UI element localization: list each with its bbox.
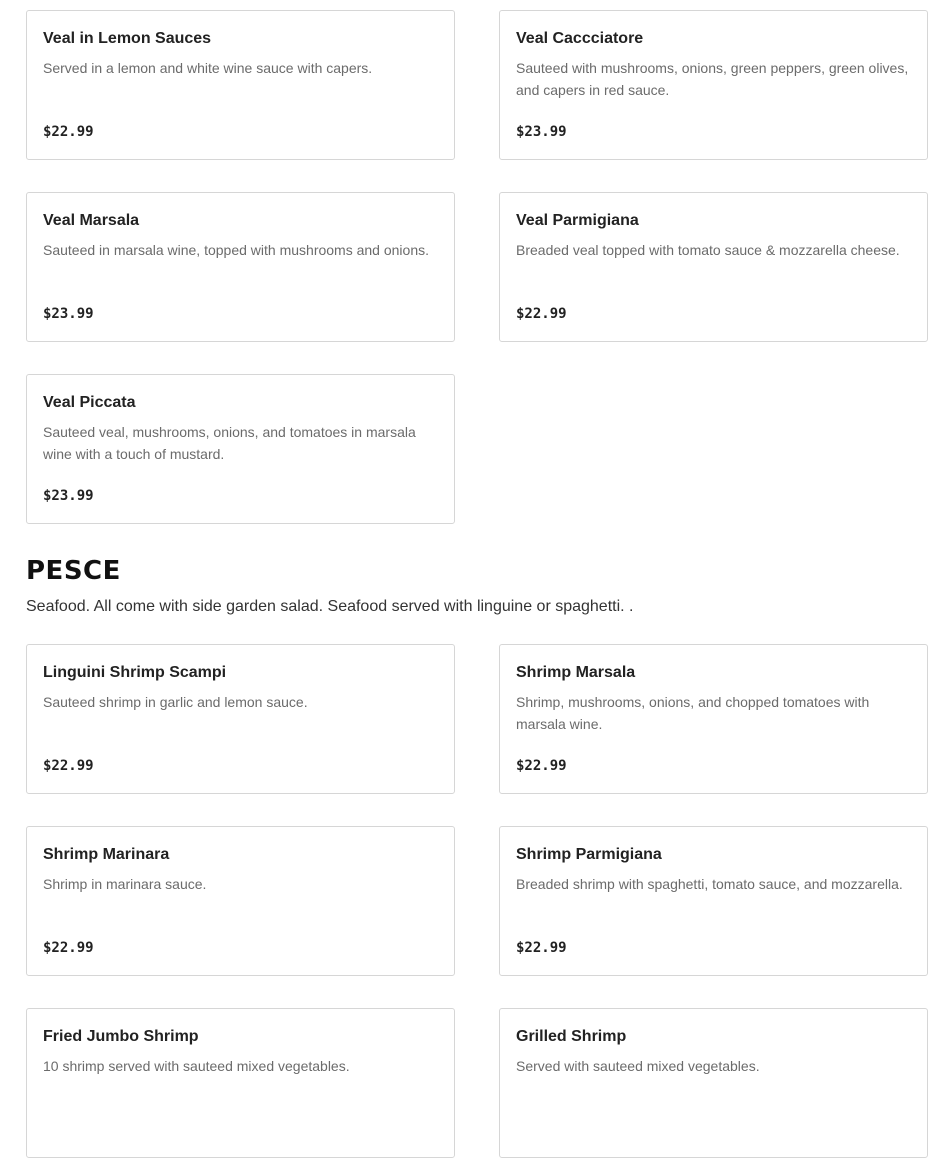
- menu-item-description: Sauteed in marsala wine, topped with mushrooms and onions.: [43, 242, 429, 258]
- menu-item-card[interactable]: [26, 826, 455, 976]
- menu-item-name: Fried Jumbo Shrimp: [43, 1028, 199, 1045]
- menu-item-name: Grilled Shrimp: [516, 1028, 627, 1045]
- menu-item-name: Linguini Shrimp Scampi: [43, 664, 227, 681]
- menu-item-description: Shrimp in marinara sauce.: [43, 876, 207, 892]
- menu-item-price: $22.99: [43, 758, 94, 774]
- menu-item-name: Veal Caccciatore: [516, 30, 644, 47]
- menu-item-price: $22.99: [516, 940, 567, 956]
- menu-item-price: $23.99: [43, 306, 94, 322]
- menu-item-description: Shrimp, mushrooms, onions, and chopped tomatoes with marsala wine.: [516, 694, 870, 732]
- menu-item-card[interactable]: [499, 644, 928, 794]
- menu-item-description: Breaded shrimp with spaghetti, tomato sauce, and mozzarella.: [516, 876, 903, 892]
- menu-item-card[interactable]: [26, 192, 455, 342]
- section-description: Seafood. All come with side garden salad. Seafood served with linguine or spaghetti. .: [26, 598, 634, 615]
- menu-item-card[interactable]: [26, 644, 455, 794]
- menu-item-card[interactable]: [26, 1008, 455, 1158]
- menu-item-description: Breaded veal topped with tomato sauce & mozzarella cheese.: [516, 242, 900, 258]
- menu-item-description: Sauteed veal, mushrooms, onions, and tomatoes in marsala wine with a touch of mustard.: [43, 424, 416, 462]
- menu-item-card[interactable]: [499, 10, 928, 160]
- menu-item-name: Shrimp Marsala: [516, 664, 636, 681]
- menu-item-price: $22.99: [516, 758, 567, 774]
- menu-item-name: Veal in Lemon Sauces: [43, 30, 212, 47]
- menu-item-description: Sauteed with mushrooms, onions, green peppers, green olives, and capers in red sauce.: [516, 60, 909, 98]
- menu-item-name: Veal Parmigiana: [516, 212, 639, 229]
- menu-item-card[interactable]: [499, 826, 928, 976]
- section-title: PESCE: [26, 556, 121, 586]
- menu-item-name: Veal Piccata: [43, 394, 136, 411]
- menu-item-description: 10 shrimp served with sauteed mixed vegetables.: [43, 1058, 350, 1074]
- menu-item-description: Served in a lemon and white wine sauce with capers.: [43, 60, 373, 76]
- menu-item-price: $22.99: [43, 124, 94, 140]
- menu-item-price: $22.99: [43, 940, 94, 956]
- menu-item-card[interactable]: [26, 374, 455, 524]
- menu-item-price: $23.99: [43, 488, 94, 504]
- menu-item-price: $22.99: [516, 306, 567, 322]
- menu-item-name: Shrimp Parmigiana: [516, 846, 662, 863]
- menu-item-price: $23.99: [516, 124, 567, 140]
- menu-item-card[interactable]: [499, 1008, 928, 1158]
- menu-item-description: Served with sauteed mixed vegetables.: [516, 1058, 760, 1074]
- menu-item-card[interactable]: [26, 10, 455, 160]
- menu-item-card[interactable]: [499, 192, 928, 342]
- menu-item-description: Sauteed shrimp in garlic and lemon sauce.: [43, 694, 308, 710]
- menu-item-name: Veal Marsala: [43, 212, 140, 229]
- menu-item-name: Shrimp Marinara: [43, 846, 170, 863]
